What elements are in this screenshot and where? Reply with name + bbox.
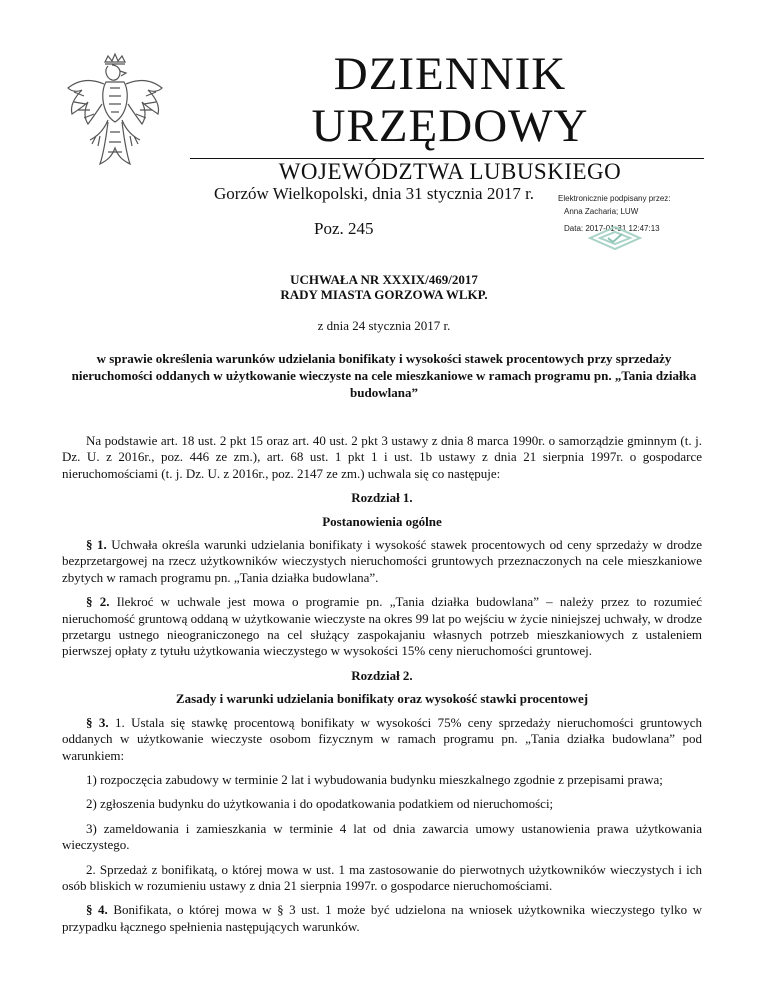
section-1 [62,537,702,586]
eagle-emblem-icon [60,52,170,182]
section-2-text: Ilekroć w uchwale jest mowa o programie pn. „Tania działka budowlana” – należy przez to rozumieć nieruchomość gruntową oddaną w użytkowanie wieczyste na okres 99 lat po wejściu w życie niniejszej uchwały, w drodze przetargu ustnego nieograniczonego na cel służący zaspokajaniu własnych potrzeb mieszkaniowych z ustaleniem pierwszej opłaty z tytułu użytkowania wieczystego w wysokości 15% ceny nieruchomości gruntowej. [62,594,702,659]
journal-subtitle: WOJEWÓDZTWA LUBUSKIEGO [278,159,622,184]
section-3-item-2: 2) zgłoszenia budynku do użytkowania i do opodatkowania podatkiem od nieruchomości; [86,796,554,812]
section-3-item-3: 3) zameldowania i zamieszkania w terminie 4 lat od dnia zawarcia umowy ustanowienia prawa użytkowania wieczystego. [62,820,702,853]
section-4-text: Bonifikata, o której mowa w § 3 ust. 1 może być udzielona na wniosek użytkownika wieczystego tylko w przypadku łącznego spełnienia następujących warunków. [62,902,703,934]
act-body [62,433,702,943]
section-4 [62,902,702,935]
section-2-label: § 2. [86,594,110,610]
section-3-text: 1. Ustala się stawkę procentową bonifikaty w wysokości 75% ceny sprzedaży nieruchomości gruntowych oddanych w użytkowanie wieczyste osobom fizycznym w ramach programu pn. „Tania działka budowlana” pod warunkiem: [62,714,703,763]
journal-title: DZIENNIK URZĘDOWY [311,48,589,152]
section-3-paragraph-2: 2. Sprzedaż z bonifikatą, o której mowa w ust. 1 ma zastosowanie do pierwotnych użytkowników wieczystych i ich osób bliskich w rozumieniu ustawy z dnia 21 sierpnia 1997r. o gospodarce nieruchomościami. [62,861,702,893]
act-authority: RADY MIASTA GORZOWA WLKP. [280,287,488,302]
signature-check-icon [586,224,644,252]
section-3-item-1: 1) rozpoczęcia zabudowy w terminie 2 lat i wybudowania budynku mieszkalnego zgodnie z przepisami prawa; [86,771,663,787]
signature-line-1: Elektronicznie podpisany przez: [558,194,671,203]
act-subject: w sprawie określenia warunków udzielania bonifikaty i wysokości stawek procentowych przy sprzedaży nieruchomości oddanych w użytkowanie wieczyste na cele mieszkaniowe w ramach programu pn. „Tania działka budowlana” [71,351,697,400]
masthead-divider [190,158,704,159]
chapter-2-title: Zasady i warunki udzielania bonifikaty oraz wysokość stawki procentowej [175,691,589,707]
section-3 [62,715,702,764]
act-title: UCHWAŁA NR XXXIX/469/2017 [290,272,478,287]
section-2 [62,594,702,660]
masthead [190,48,710,186]
section-3-label: § 3. [86,714,109,730]
preamble: Na podstawie art. 18 ust. 2 pkt 15 oraz art. 40 ust. 2 pkt 3 ustawy z dnia 8 marca 1990r. o samorządzie gminnym (t. j. Dz. U. z 2016r., poz. 446 ze zm.), art. 68 ust. 1 pkt 1 i ust. 1b ustawy z dnia 21 sierpnia 1997r. o gospodarce nieruchomościami (t. j. Dz. U. z 2016r., poz. 2147 ze zm.) uchwala się co następuje: [62,433,702,481]
chapter-1-heading: Rozdział 1. [351,490,413,506]
publication-date: Gorzów Wielkopolski, dnia 31 stycznia 2017 r. [214,184,535,203]
act-date: z dnia 24 stycznia 2017 r. [317,318,451,333]
section-1-label: § 1. [86,537,107,553]
position-number: Poz. 245 [314,219,374,238]
section-4-label: § 4. [86,902,108,918]
signature-line-3: Data: 2017-01-31 12:47:13 [564,224,660,233]
chapter-1-title: Postanowienia ogólne [322,513,442,529]
section-1-text: Uchwała określa warunki udzielania bonifikaty i wysokość stawek procentowych od ceny sprzedaży w drodze bezprzetargowej na rzecz użytkowników wieczystych nieruchomości gruntowych przeznaczonych na cele mieszkaniowe zbytych w ramach programu pn. „Tania działka budowlana”. [62,537,702,585]
signature-line-2: Anna Zacharia; LUW [564,207,639,216]
chapter-2-heading: Rozdział 2. [351,667,413,683]
